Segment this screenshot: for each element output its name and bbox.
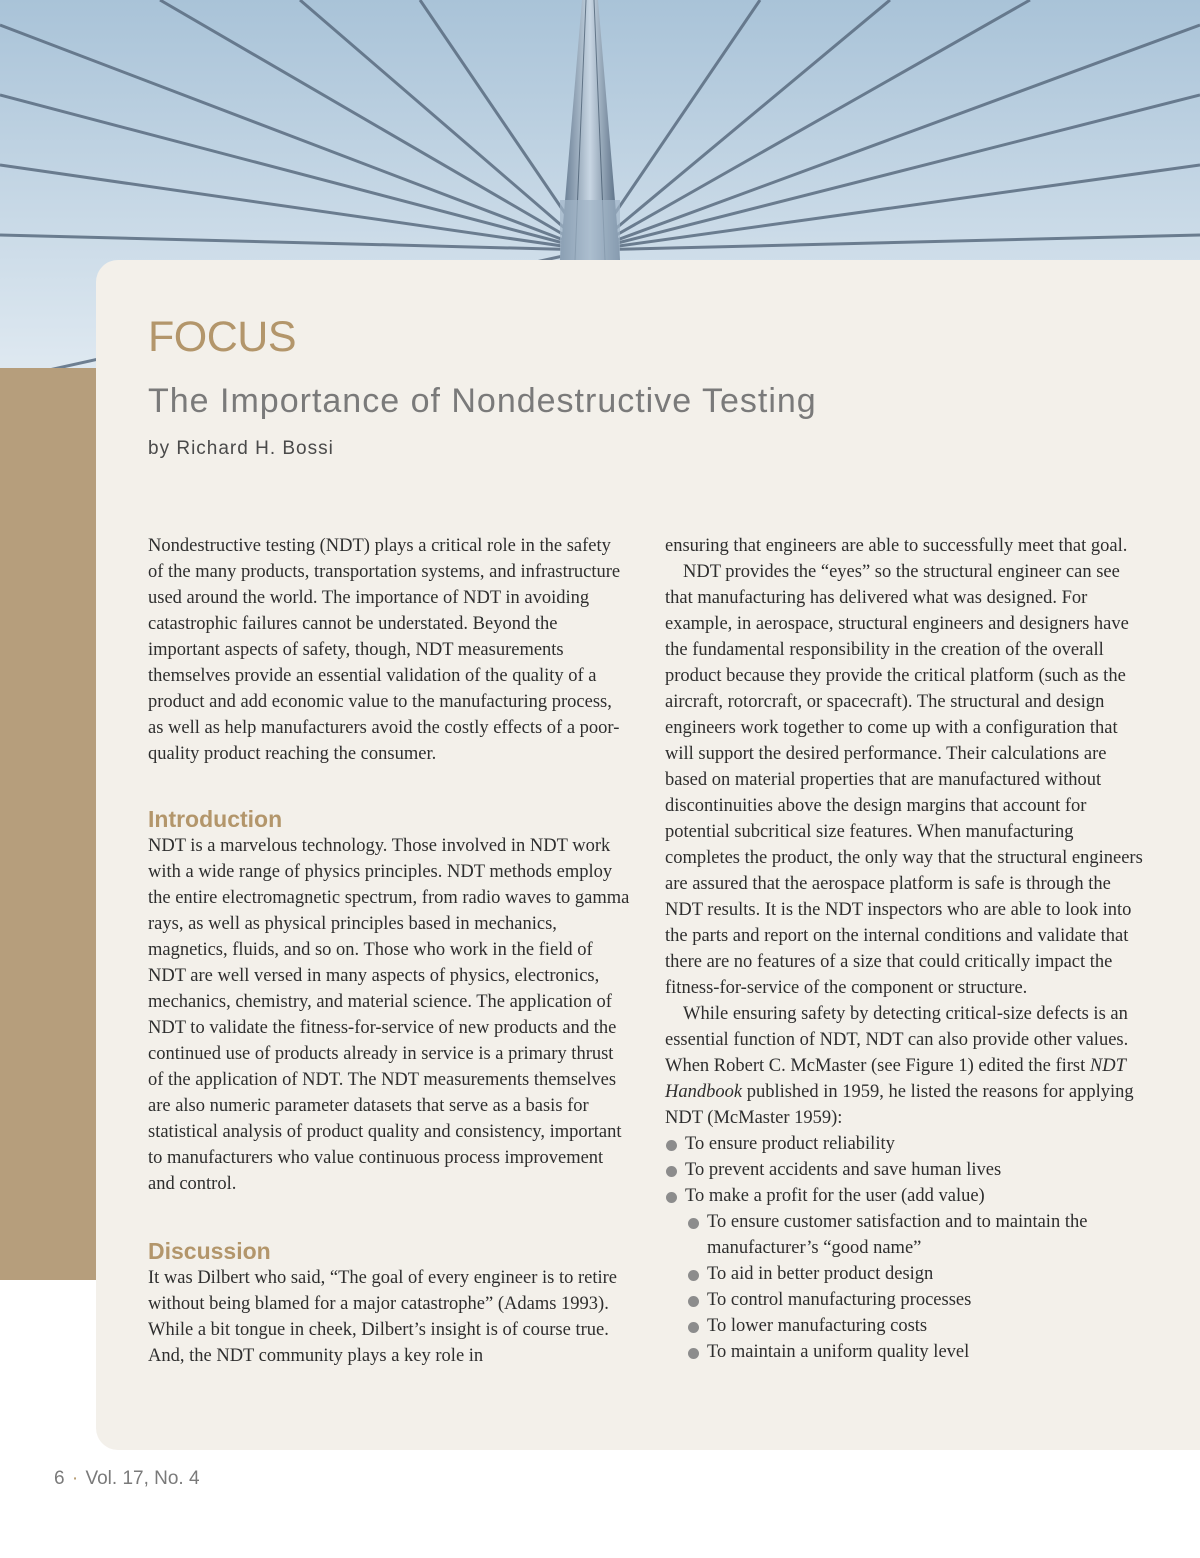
footer-separator: · — [71, 1468, 79, 1489]
side-accent-bar — [0, 368, 96, 1280]
list-item: To aid in better product design — [687, 1261, 1143, 1287]
values-paragraph — [665, 1001, 1143, 1131]
eyes-paragraph: NDT provides the “eyes” so the structural engineer can see that manufacturing has delivered what was designed. For example, in aerospace, structural engineers and designers have the fundamental responsibility in the creation of the overall product because they provide the critical platform (such as the aircraft, rotorcraft, or spacecraft). The structural and design engineers work together to come up with a configuration that will support the desired performance. Their calculations are based on material properties that are manufactured without discontinuities above the design margins that account for potential subcritical size features. When manufacturing completes the product, the only way that the structural engineers are assured that the aerospace platform is safe is through the NDT results. It is the NDT inspectors who are able to look into the parts and report on the internal conditions and validate that there are no features of a size that could critically impact the fitness-for-service of the component or structure. — [665, 562, 1143, 998]
continued-paragraph: ensuring that engineers are able to successfully meet that goal. — [665, 536, 1128, 556]
page-footer — [54, 1469, 200, 1488]
list-item: To ensure product reliability — [665, 1131, 1143, 1157]
right-column — [665, 533, 1143, 1365]
byline: by Richard H. Bossi — [148, 438, 334, 459]
intro-paragraph: Nondestructive testing (NDT) plays a critical role in the safety of the many products, transportation systems, and infrastructure used around the world. The importance of NDT in avoiding catastrophic failures cannot be understated. Beyond the important aspects of safety, though, NDT measurements themselves provide an essential validation of the quality of a product and add economic value to the manufacturing process, as well as help manufacturers avoid the costly effects of a poor-quality product reaching the consumer. — [148, 536, 621, 764]
list-item: To maintain a uniform quality level — [687, 1339, 1143, 1365]
values-text-before: While ensuring safety by detecting critical-size defects is an essential function of NDT, NDT can also provide other values. When Robert C. McMaster (see Figure 1) edited the first — [665, 1004, 1129, 1076]
handbook-title: NDT Handbook — [665, 1056, 1126, 1102]
values-text-after: published in 1959, he listed the reasons for applying NDT (McMaster 1959): — [665, 1082, 1134, 1128]
list-item: To make a profit for the user (add value) — [665, 1183, 1143, 1209]
list-item: To lower manufacturing costs — [687, 1313, 1143, 1339]
list-item: To control manufacturing processes — [687, 1287, 1143, 1313]
section-label: FOCUS — [148, 313, 296, 361]
list-item: To prevent accidents and save human lives — [665, 1157, 1143, 1183]
page-number: 6 — [54, 1468, 65, 1489]
reasons-list — [665, 1131, 1143, 1209]
left-column — [148, 533, 630, 1369]
introduction-paragraph: NDT is a marvelous technology. Those involved in NDT work with a wide range of physics principles. NDT methods employ the entire electromagnetic spectrum, from radio waves to gamma rays, as well as physical principles based in mechanics, magnetics, fluids, and so on. Those who work in the field of NDT are well versed in many aspects of physics, electronics, mechanics, chemistry, and material science. The application of NDT to validate the fitness-for-service of new products and the continued use of products already in service is a primary thrust of the application of NDT. The NDT measurements themselves are also numeric parameter datasets that serve as a basis for statistical analysis of product quality and consistency, important to manufacturers who value continuous process improvement and control. — [148, 836, 630, 1194]
issue-label: Vol. 17, No. 4 — [85, 1468, 200, 1489]
list-item: To ensure customer satisfaction and to maintain the manufacturer’s “good name” — [687, 1209, 1143, 1261]
discussion-heading: Discussion — [148, 1238, 271, 1264]
value-sub-list — [687, 1209, 1143, 1365]
introduction-heading: Introduction — [148, 806, 283, 832]
discussion-paragraph: It was Dilbert who said, “The goal of every engineer is to retire without being blamed for a major catastrophe” (Adams 1993). While a bit tongue in cheek, Dilbert’s insight is of course true. And, the NDT community plays a key role in — [148, 1268, 618, 1366]
article-title: The Importance of Nondestructive Testing — [148, 382, 817, 420]
